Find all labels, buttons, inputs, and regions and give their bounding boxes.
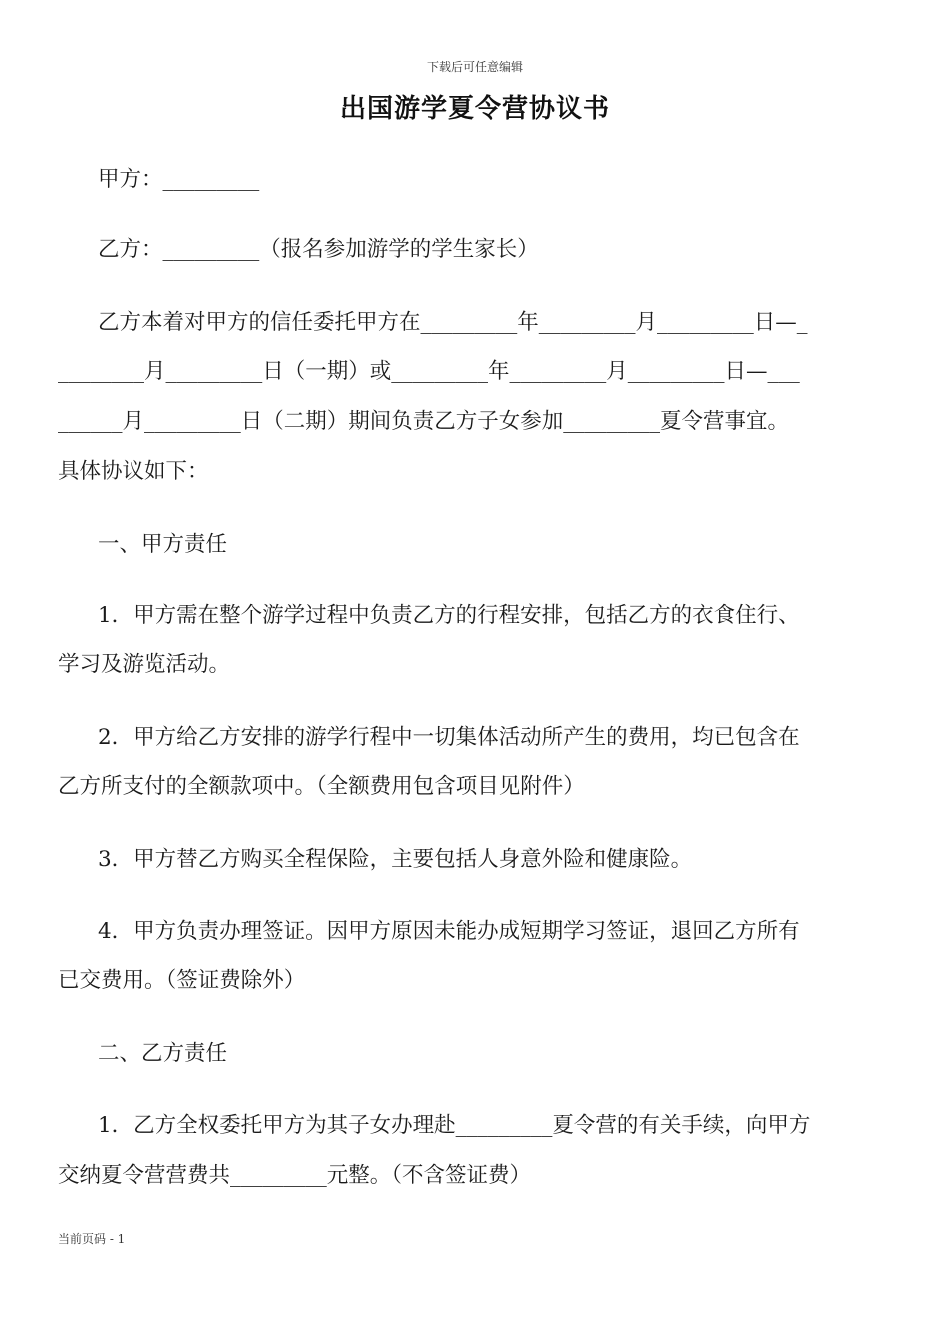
intro-line-1: 乙方本着对甲方的信任委托甲方在_________年_________月_________日—_ <box>98 310 808 335</box>
page-header-note: 下载后可任意编辑 <box>426 60 523 74</box>
section-1-item-4-line-2: 已交费用。（签证费除外） <box>58 968 306 993</box>
section-1-item-1-line-1: 1．甲方需在整个游学过程中负责乙方的行程安排，包括乙方的衣食住行、 <box>98 603 800 628</box>
party-a-line: 甲方：_________ <box>98 167 260 192</box>
section-1-item-2-line-1: 2．甲方给乙方安排的游学行程中一切集体活动所产生的费用，均已包含在 <box>98 725 800 750</box>
section-1-item-4-line-1: 4．甲方负责办理签证。因甲方原因未能办成短期学习签证，退回乙方所有 <box>98 919 800 944</box>
intro-line-2: ________月_________日（一期）或_________年_________月_________日—___ <box>58 359 800 384</box>
section-1-item-3-line-1: 3．甲方替乙方购买全程保险，主要包括人身意外险和健康险。 <box>98 847 693 872</box>
intro-line-4: 具体协议如下： <box>58 459 209 484</box>
intro-line-3: ______月_________日（二期）期间负责乙方子女参加_________夏令营事宜。 <box>58 409 790 434</box>
section-1-heading: 一、甲方责任 <box>98 532 228 557</box>
party-b-line: 乙方：_________（报名参加游学的学生家长） <box>98 237 539 262</box>
document-title: 出国游学夏令营协议书 <box>339 94 610 124</box>
section-1-item-1-line-2: 学习及游览活动。 <box>58 652 231 677</box>
page-number-footer: 当前页码 - 1 <box>58 1232 126 1246</box>
section-2-heading: 二、乙方责任 <box>98 1041 228 1066</box>
section-1-item-2-line-2: 乙方所支付的全额款项中。（全额费用包含项目见附件） <box>58 774 585 799</box>
section-2-item-1-line-2: 交纳夏令营营费共_________元整。（不含签证费） <box>58 1163 532 1188</box>
section-2-item-1-line-1: 1．乙方全权委托甲方为其子女办理赴_________夏令营的有关手续，向甲方 <box>98 1113 811 1138</box>
